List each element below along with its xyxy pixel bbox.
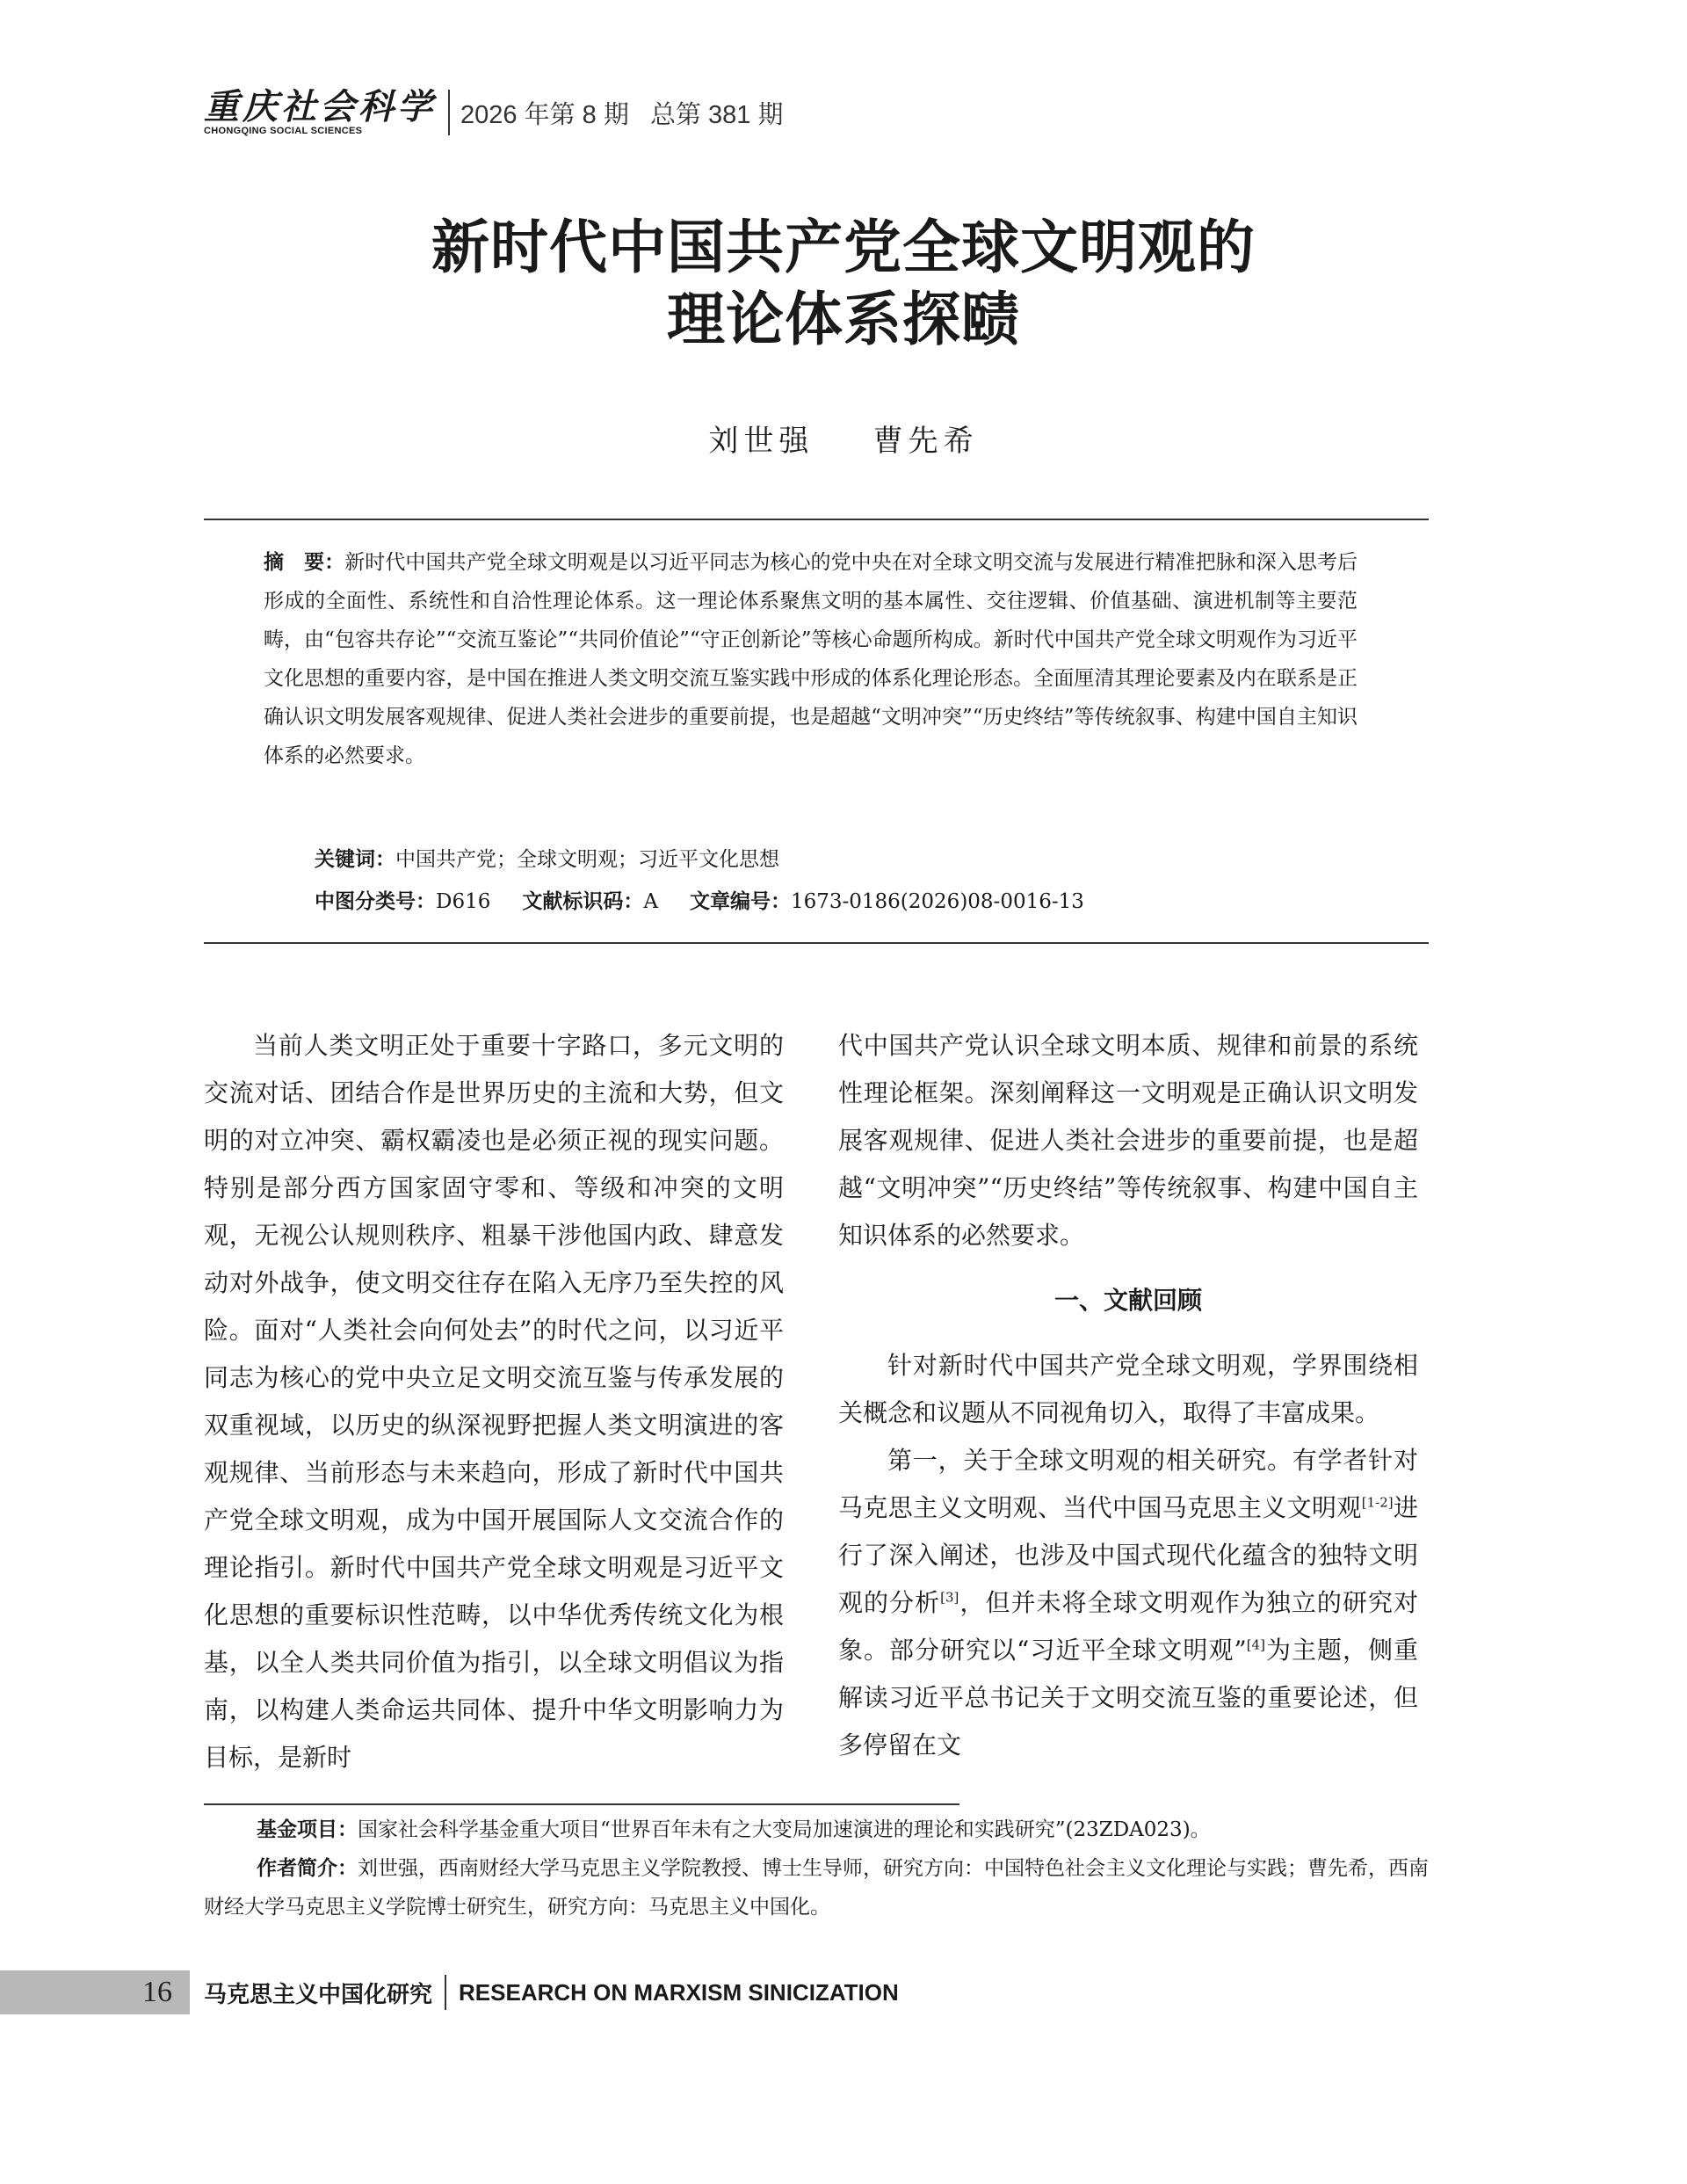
paragraph-text: 第一，关于全球文明观的相关研究。有学者针对马克思主义文明观、当代中国马克思主义文明观 — [838, 1446, 1418, 1522]
header-divider — [448, 90, 450, 135]
paragraph-text: ，但并未将全球文明观作为独立的研究对象。部分研究以“习近平全球文明观” — [838, 1588, 1418, 1665]
citation: [3] — [940, 1589, 959, 1606]
body-paragraph: 针对新时代中国共产党全球文明观，学界围绕相关概念和议题从不同视角切入，取得了丰富成果。 — [838, 1351, 1418, 1427]
journal-header — [204, 86, 784, 139]
fund-note — [204, 1810, 1429, 1849]
clc-label: 中图分类号： — [315, 890, 436, 913]
footer-journal-cn: 马克思主义中国化研究 — [204, 1980, 433, 2007]
journal-name-cn: 重庆社会科学 — [204, 86, 436, 127]
abstract-label: 摘 要： — [264, 551, 345, 574]
abstract-top-rule — [204, 519, 1429, 520]
body-column-right — [838, 1022, 1418, 1769]
keywords-label: 关键词： — [315, 848, 395, 871]
issue-info: 2026 年第 8 期 总第 381 期 — [460, 100, 784, 129]
footer-journal-en: RESEARCH ON MARXISM SINICIZATION — [459, 1978, 899, 2006]
author-text: 刘世强，西南财经大学马克思主义学院教授、博士生导师，研究方向：中国特色社会主义文化理论与实践；曹先希，西南财经大学马克思主义学院博士研究生，研究方向：马克思主义中国化。 — [204, 1857, 1429, 1919]
citation: [1-2] — [1361, 1494, 1394, 1511]
doc-code-value: A — [643, 890, 658, 913]
footnote-rule — [204, 1803, 959, 1805]
section-heading: 一、文献回顾 — [1053, 1286, 1202, 1315]
article-id-value: 1673-0186(2026)08-0016-13 — [790, 890, 1084, 913]
journal-footer — [204, 1970, 899, 2014]
author-label: 作者简介： — [257, 1857, 358, 1880]
abstract — [264, 543, 1358, 775]
journal-logo — [204, 86, 436, 136]
page-number: 16 — [142, 1976, 172, 2008]
classification-info — [315, 884, 1084, 919]
abstract-text: 新时代中国共产党全球文明观是以习近平同志为核心的党中央在对全球文明交流与发展进行精准把脉和深入思考后形成的全面性、系统性和自洽性理论体系。这一理论体系聚焦文明的基本属性、交往逻辑、价值基础、演进机制等主要范畴，由“包容共存论”“交流互鉴论”“共同价值论”“守正创新论”等核心命题所构成。新时代中国共产党全球文明观作为习近平文化思想的重要内容，是中国在推进人类文明交流互鉴实践中形成的体系化理论形态。全面厘清其理论要素及内在联系是正确认识文明发展客观规律、促进人类社会进步的重要前提，也是超越“文明冲突”“历史终结”等传统叙事、构建中国自主知识体系的必然要求。 — [264, 551, 1358, 767]
body-paragraph: 当前人类文明正处于重要十字路口，多元文明的交流对话、团结合作是世界历史的主流和大势，但文明的对立冲突、霸权霸凌也是必须正视的现实问题。特别是部分西方国家固守零和、等级和冲突的文明观，无视公认规则秩序、粗暴干涉他国内政、肆意发动对外战争，使文明交往存在陷入无序乃至失控的风险。面对“人类社会向何处去”的时代之问，以习近平同志为核心的党中央立足文明交流互鉴与传承发展的双重视域，以历史的纵深视野把握人类文明演进的客观规律、当前形态与未来趋向，形成了新时代中国共产党全球文明观，成为中国开展国际人文交流合作的理论指引。新时代中国共产党全球文明观是习近平文化思想的重要标识性范畴，以中华优秀传统文化为根基，以全人类共同价值为指引，以全球文明倡议为指南，以构建人类命运共同体、提升中华文明影响力为目标，是新时 — [204, 1031, 784, 1772]
abstract-bottom-rule — [204, 942, 1429, 944]
article-authors: 刘世强 曹先希 — [708, 424, 979, 459]
doc-code-label: 文献标识码： — [522, 890, 644, 913]
author-note — [204, 1849, 1429, 1926]
body-paragraph — [838, 1437, 1418, 1769]
page-number-bar — [0, 1970, 190, 2014]
journal-name-en: CHONGQING SOCIAL SCIENCES — [204, 126, 363, 136]
article-id-label: 文章编号： — [689, 890, 791, 913]
citation: [4] — [1246, 1636, 1265, 1653]
fund-label: 基金项目： — [257, 1818, 358, 1841]
article-title-line1: 新时代中国共产党全球文明观的 — [431, 214, 1256, 281]
body-column-left — [204, 1022, 784, 1781]
paragraph-text: 进行了深入阐述，也涉及中国式现代化蕴含的独特文明观的分析 — [838, 1493, 1418, 1617]
keywords-text: 中国共产党；全球文明观；习近平文化思想 — [395, 848, 779, 871]
article-title-line2: 理论体系探赜 — [667, 286, 1020, 353]
body-paragraph: 代中国共产党认识全球文明本质、规律和前景的系统性理论框架。深刻阐释这一文明观是正确认识文明发展客观规律、促进人类社会进步的重要前提，也是超越“文明冲突”“历史终结”等传统叙事、构建中国自主知识体系的必然要求。 — [838, 1031, 1418, 1250]
clc-value: D616 — [436, 890, 491, 913]
fund-text: 国家社会科学基金重大项目“世界百年未有之大变局加速演进的理论和实践研究”(23ZDA023)。 — [358, 1818, 1211, 1841]
paragraph-text: 为主题，侧重解读习近平总书记关于文明交流互鉴的重要论述，但多停留在文 — [838, 1636, 1418, 1760]
footer-divider — [445, 1975, 446, 2010]
footnotes — [204, 1810, 1429, 1926]
keywords — [315, 842, 779, 877]
